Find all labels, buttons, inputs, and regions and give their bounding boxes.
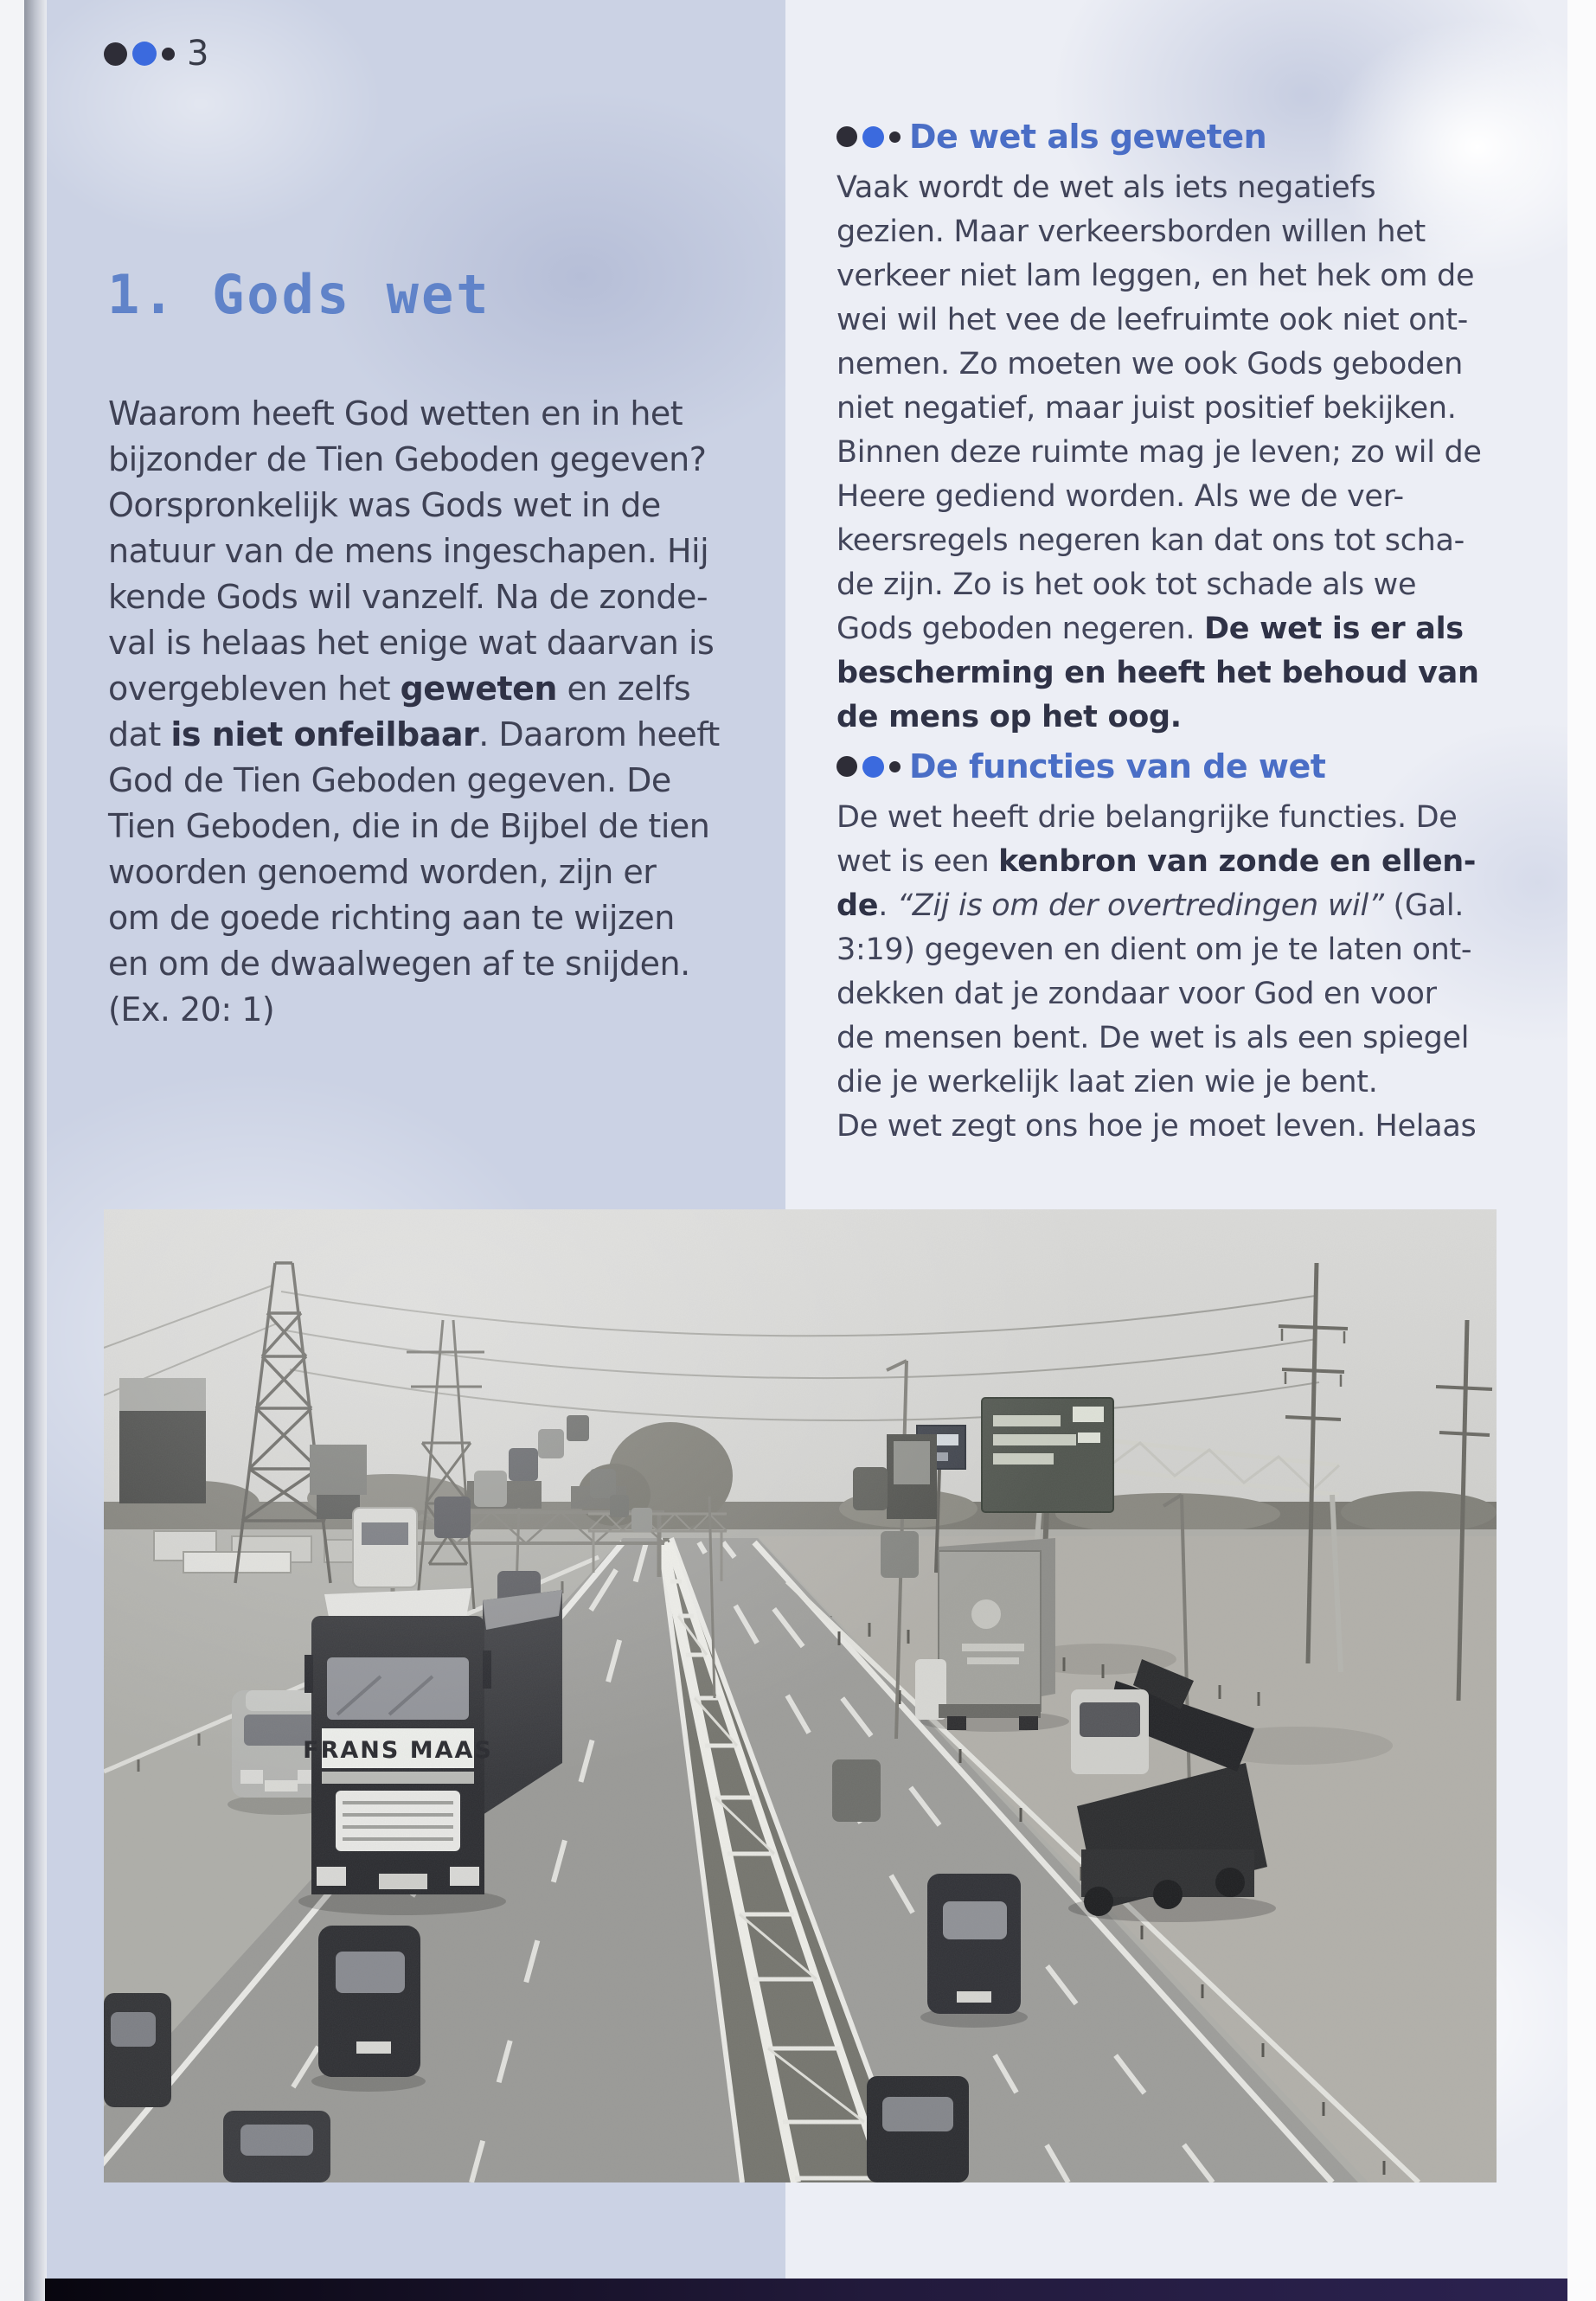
book-bottom-edge [45,2279,1567,2301]
text-line: (Ex. 20: 1) [108,990,275,1029]
section-body [836,796,1476,1149]
dot-small-icon [889,131,901,143]
text-line: Heere gediend worden. Als we de ver- [836,479,1404,514]
text-line: God de Tien Geboden gegeven. De [108,761,671,799]
text-line: val is helaas het enige wat daarvan is [108,624,715,662]
section-de-wet-als-geweten [836,118,1482,740]
bullet-dots-icon [836,126,901,148]
text-line: De wet zegt ons hoe je moet leven. Helaas [836,1109,1477,1144]
text-line: de mens op het oog. [836,700,1182,734]
dot-dark-icon [836,756,857,777]
section-body [836,166,1482,740]
text-line: de mensen bent. De wet is als een spiegel [836,1021,1470,1055]
section-heading-row [836,747,1476,785]
text-line: bijzonder de Tien Geboden gegeven? [108,440,707,478]
text-line: die je werkelijk laat zien wie je bent. [836,1065,1378,1099]
dot-blue-icon [862,126,884,148]
text-line: kende Gods wil vanzelf. Na de zonde- [108,578,708,616]
section-de-functies-van-de-wet [836,747,1476,1149]
text-line: natuur van de mens ingeschapen. Hij [108,532,709,570]
dot-blue-icon [862,756,884,778]
text-line: en om de dwaalwegen af te snijden. [108,945,690,983]
section-heading: De wet als geweten [909,118,1267,156]
chapter-title: 1. Gods wet [107,262,491,326]
dot-dark-icon [104,42,127,66]
text-line: om de goede richting aan te wijzen [108,899,675,937]
highway-photo [104,1209,1497,2182]
book-gutter-shadow [24,0,47,2301]
dot-dark-icon [836,126,857,147]
page-number: 3 [187,34,209,74]
page-number-row [104,34,209,74]
text-line: Waarom heeft God wetten en in het [108,394,683,433]
text-line: overgebleven het geweten en zelfs [108,670,691,708]
text-line: Oorspronkelijk was Gods wet in de [108,486,661,524]
page-right-edge [1567,0,1596,2301]
bullet-dots-icon [104,42,175,66]
section-heading: De functies van de wet [909,747,1326,785]
text-line: Vaak wordt de wet als iets negatiefs [836,170,1376,205]
text-line: de zijn. Zo is het ook tot schade als we [836,567,1417,602]
bullet-dots-icon [836,756,901,778]
dot-blue-icon [132,42,157,66]
text-line: wei wil het vee de leefruimte ook niet ont- [836,303,1468,337]
text-line: woorden genoemd worden, zijn er [108,853,657,891]
text-line: bescherming en heeft het behoud van [836,656,1479,690]
text-line: verkeer niet lam leggen, en het hek om de [836,259,1475,293]
text-line: dekken dat je zondaar voor God en voor [836,977,1437,1011]
dot-small-icon [162,48,175,61]
section-heading-row [836,118,1482,156]
text-line: Binnen deze ruimte mag je leven; zo wil de [836,435,1482,470]
text-line: keersregels negeren kan dat ons tot scha- [836,523,1465,558]
text-line: Gods geboden negeren. De wet is er als [836,612,1464,646]
text-line: dat is niet onfeilbaar. Daarom heeft [108,715,720,753]
photo-grain [104,1209,1497,2182]
text-line: de. “Zij is om der overtredingen wil” (Gal. [836,888,1465,923]
text-line: 3:19) gegeven en dient om je te laten ont- [836,933,1472,967]
dot-small-icon [889,761,901,772]
text-line: Tien Geboden, die in de Bijbel de tien [108,807,710,845]
text-line: wet is een kenbron van zonde en ellen- [836,844,1477,879]
left-column-paragraph [108,391,720,1033]
text-line: niet negatief, maar juist positief bekijken. [836,391,1457,426]
text-line: nemen. Zo moeten we ook Gods geboden [836,347,1464,381]
text-line: gezien. Maar verkeersborden willen het [836,215,1426,249]
text-line: De wet heeft drie belangrijke functies. De [836,800,1458,835]
